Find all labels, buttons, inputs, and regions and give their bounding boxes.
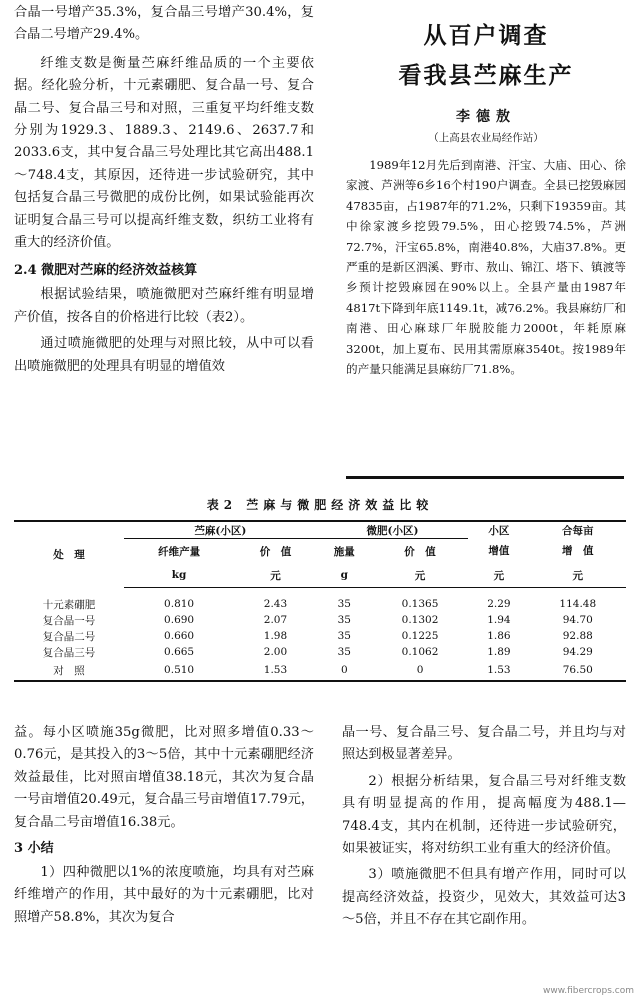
- table-row: [14, 628, 626, 644]
- header-per-mu: 合每亩: [530, 521, 626, 539]
- unit-yuan: 元: [468, 563, 529, 588]
- section-heading: 2.4 微肥对苎麻的经济效益核算: [14, 263, 198, 279]
- table-row: [14, 612, 626, 628]
- table-cell: 0.665: [164, 646, 195, 658]
- article-author: 李德敖: [456, 109, 516, 125]
- table-cell: 0.1365: [401, 598, 439, 610]
- sidebar-article: [346, 16, 626, 379]
- header-apply-amount: 施量: [333, 545, 355, 558]
- table-cell: 复合晶一号: [42, 614, 96, 627]
- unit-yuan: 元: [530, 563, 626, 588]
- article-body: 1989年12月先后到南港、汗宝、大庙、田心、徐家渡、芦洲等6乡16个村190户调查。全县已挖毁麻园47835亩，占1987年的71.2%，只剩下19359亩。其中徐家渡乡挖毁79.5%，田心挖毁74.5%，芦洲72.7%，汗宝65.8%，南港40.8%，大庙37.8%。更严重的是新区泗溪、野市、敖山、锦江、塔下、镇渡等乡预计挖毁麻园在90%以上。全县产量由1987年4817t下降到年底1149.1t，减76.2%。我县麻纺厂和南港、田心麻球厂年脱胶能力2000t，年耗原麻3200t，加上夏布、民用其需原麻3540t。按1989年的产量只能满足县麻纺厂71.8%。: [346, 158, 626, 377]
- unit-yuan: 元: [234, 563, 317, 588]
- table-cell: 0.690: [164, 614, 195, 626]
- table-cell: 1.53: [468, 660, 529, 681]
- paragraph: 合晶一号增产35.3%，复合晶三号增产30.4%，复合晶二号增产29.4%。: [14, 5, 314, 43]
- header-increment: 增 值: [562, 545, 594, 558]
- section-heading: 3 小结: [14, 841, 54, 857]
- table-cell: 2.29: [487, 598, 511, 610]
- header-treatment: 处 理: [14, 521, 124, 588]
- table-cell: 复合晶三号: [42, 646, 96, 659]
- header-small-area: 小区: [468, 521, 529, 539]
- table-cell: 1.86: [487, 630, 511, 642]
- article-title-line2: 看我县苎麻生产: [398, 63, 574, 89]
- table-cell: 1.94: [487, 614, 511, 626]
- paragraph: 根据试验结果，喷施微肥对苎麻纤维有明显增产价值，按各自的价格进行比较（表2）。: [14, 287, 314, 325]
- table-cell: 0.1225: [401, 630, 439, 642]
- paragraph: 通过喷施微肥的处理与对照比较，从中可以看出喷施微肥的处理具有明显的增值效: [14, 336, 314, 374]
- paragraph: 2）根据分析结果，复合晶三号对纤维支数具有明显提高的作用，提高幅度为488.1—748.4支，其内在机制，还待进一步试验研究，如果被证实，将对纺织工业有重大的经济价值。: [342, 773, 626, 857]
- header-group-micro: 微肥(小区): [317, 521, 468, 539]
- unit-yuan: 元: [372, 563, 468, 588]
- table-cell: 0.660: [164, 630, 195, 642]
- table-cell: 35: [337, 614, 351, 626]
- table-cell: 35: [337, 630, 351, 642]
- table-cell: 0.510: [124, 660, 234, 681]
- table-title: 表2 苎麻与微肥经济效益比较: [206, 498, 434, 512]
- table-row: [14, 644, 626, 660]
- header-fiber-yield: 纤维产量: [158, 545, 201, 558]
- header-increment: 增值: [488, 545, 510, 558]
- unit-kg: kg: [124, 563, 234, 588]
- paragraph: 晶一号、复合晶三号、复合晶二号，并且均与对照达到极显著差异。: [342, 725, 626, 763]
- table-cell: 0.1302: [401, 614, 439, 626]
- table-cell: 35: [337, 598, 351, 610]
- table-cell: 复合晶二号: [42, 630, 96, 643]
- header-group-ramie: 苎麻(小区): [124, 521, 317, 539]
- watermark: www.fibercrops.com: [543, 986, 634, 996]
- table-cell: 2.43: [263, 598, 288, 610]
- left-top-column: [14, 2, 314, 378]
- economic-benefit-table: [14, 520, 626, 682]
- left-bottom-column: [14, 722, 314, 929]
- header-value: 价 值: [259, 545, 292, 558]
- table-cell: 94.29: [562, 646, 593, 658]
- header-value: 价 值: [404, 545, 436, 558]
- table-cell: 十元素硼肥: [42, 598, 96, 611]
- table-cell: 1.89: [487, 646, 511, 658]
- paragraph: 纤维支数是衡量苎麻纤维品质的一个主要依据。经化验分析，十元素硼肥、复合晶一号、复合晶二号、复合晶三号和对照，三重复平均纤维支数分别为1929.3、1889.3、2149.6、2637.7和2033.6支，其中复合晶三号处理比其它高出488.1～748.4支，其原因，还待进一步试验研究，其中包括复合晶三号微肥的成份比例，如果试验能再次证明复合晶三号可以提高纤维支数，织纺工业将有重大的经济价值。: [14, 55, 314, 251]
- table-row: [14, 596, 626, 612]
- table-cell: 对 照: [14, 660, 124, 681]
- table-cell: 35: [337, 646, 351, 658]
- table-cell: 1.53: [234, 660, 317, 681]
- table-cell: 76.50: [530, 660, 626, 681]
- table-cell: 1.98: [263, 630, 288, 642]
- unit-g: g: [317, 563, 372, 588]
- table-cell: 2.00: [263, 646, 288, 658]
- table-cell: 0: [372, 660, 468, 681]
- table-cell: 114.48: [559, 598, 597, 610]
- article-affiliation: （上高县农业局经作站）: [428, 132, 544, 144]
- table-row: [14, 660, 626, 681]
- right-bottom-column: [342, 722, 626, 932]
- paragraph: 益。每小区喷施35g微肥，比对照多增值0.33～0.76元，是其投入的3～5倍，其中十元素硼肥经济效益最佳，比对照亩增值38.18元，其次为复合晶一号亩增值20.49元，复合晶三号亩增值17.79元，复合晶二号亩增值16.38元。: [14, 725, 314, 830]
- table-cell: 92.88: [562, 630, 593, 642]
- table-cell: 0.1062: [401, 646, 439, 658]
- table-cell: 0: [317, 660, 372, 681]
- table-cell: 0.810: [164, 598, 195, 610]
- paragraph: 1）四种微肥以1%的浓度喷施，均具有对苎麻纤维增产的作用，其中最好的为十元素硼肥，比对照增产58.8%，其次为复合: [14, 865, 314, 925]
- separator-rule: [346, 476, 624, 479]
- table-cell: 94.70: [562, 614, 593, 626]
- paragraph: 3）喷施微肥不但具有增产作用，同时可以提高经济效益，投资少，见效大，其效益可达3～5倍，并且不存在其它副作用。: [342, 867, 626, 928]
- article-title-line1: 从百户调查: [423, 23, 549, 49]
- table-cell: 2.07: [263, 614, 288, 626]
